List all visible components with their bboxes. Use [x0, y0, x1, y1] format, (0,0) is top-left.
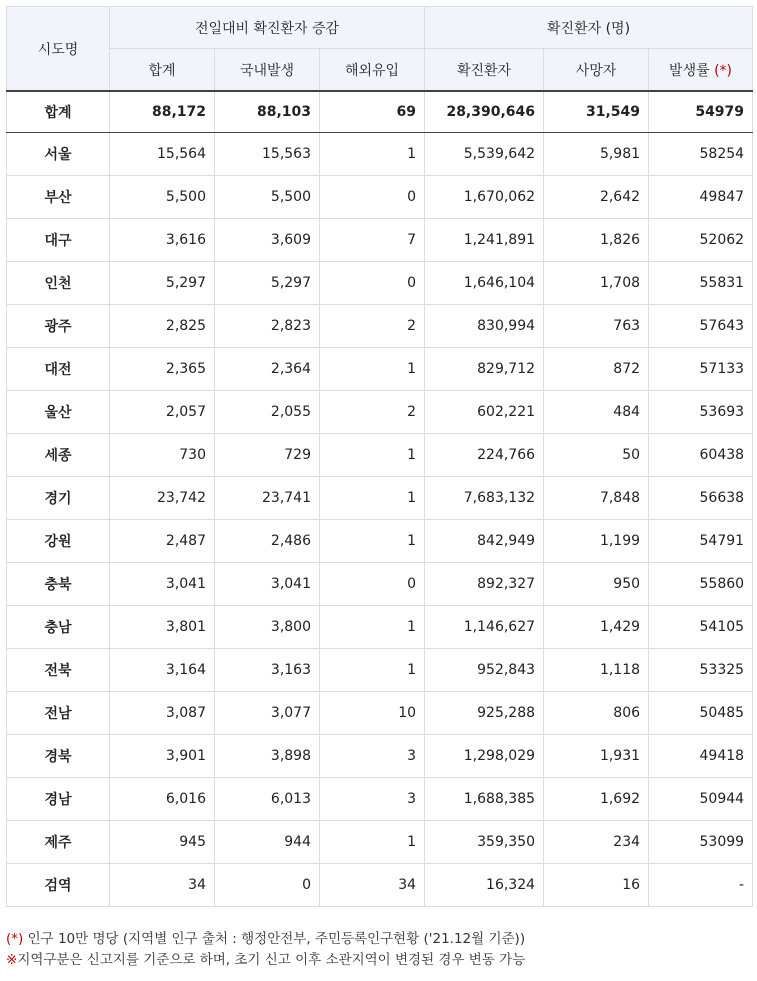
confirmed-cell: 1,646,104 — [425, 262, 544, 305]
domestic-cell: 3,163 — [215, 649, 320, 692]
table-row — [7, 864, 753, 907]
imported-cell: 7 — [320, 219, 425, 262]
confirmed-cell: 16,324 — [425, 864, 544, 907]
region-name-cell: 광주 — [7, 305, 110, 348]
domestic-cell: 5,500 — [215, 176, 320, 219]
total-cell: 15,564 — [110, 133, 215, 176]
table-row — [7, 176, 753, 219]
deaths-cell: 1,708 — [544, 262, 649, 305]
confirmed-cell: 952,843 — [425, 649, 544, 692]
domestic-cell: 3,898 — [215, 735, 320, 778]
imported-cell: 0 — [320, 176, 425, 219]
covid-stats-table — [6, 6, 753, 907]
incidence-label: 발생률 — [669, 62, 710, 79]
incidence-cell: 54791 — [649, 520, 753, 563]
footnote-text: 지역구분은 신고지를 기준으로 하며, 초기 신고 이후 소관지역이 변경된 경우 변동 가능 — [17, 952, 526, 968]
region-name-cell: 서울 — [7, 133, 110, 176]
deaths-cell: 1,118 — [544, 649, 649, 692]
incidence-cell: 55860 — [649, 563, 753, 606]
table-row — [7, 692, 753, 735]
table-row — [7, 821, 753, 864]
incidence-cell: 52062 — [649, 219, 753, 262]
domestic-cell: 5,297 — [215, 262, 320, 305]
imported-cell: 69 — [320, 91, 425, 133]
deaths-cell: 7,848 — [544, 477, 649, 520]
table-row — [7, 563, 753, 606]
deaths-cell: 5,981 — [544, 133, 649, 176]
table-row — [7, 348, 753, 391]
total-cell: 730 — [110, 434, 215, 477]
domestic-cell: 2,486 — [215, 520, 320, 563]
total-cell: 5,500 — [110, 176, 215, 219]
footnotes — [6, 929, 525, 971]
region-name-cell: 전남 — [7, 692, 110, 735]
confirmed-cell: 7,683,132 — [425, 477, 544, 520]
incidence-cell: - — [649, 864, 753, 907]
domestic-cell: 3,800 — [215, 606, 320, 649]
deaths-cell: 234 — [544, 821, 649, 864]
region-name-cell: 경기 — [7, 477, 110, 520]
total-cell: 2,825 — [110, 305, 215, 348]
total-cell: 5,297 — [110, 262, 215, 305]
region-name-cell: 인천 — [7, 262, 110, 305]
incidence-cell: 49418 — [649, 735, 753, 778]
total-cell: 23,742 — [110, 477, 215, 520]
table-row — [7, 262, 753, 305]
region-name-cell: 충남 — [7, 606, 110, 649]
deaths-cell: 1,931 — [544, 735, 649, 778]
imported-column-header: 해외유입 — [320, 49, 425, 92]
region-name-cell: 전북 — [7, 649, 110, 692]
region-name-cell: 강원 — [7, 520, 110, 563]
imported-cell: 1 — [320, 348, 425, 391]
confirmed-column-header: 확진환자 — [425, 49, 544, 92]
imported-cell: 1 — [320, 821, 425, 864]
table-row — [7, 477, 753, 520]
confirmed-cell: 224,766 — [425, 434, 544, 477]
confirmed-cell: 1,670,062 — [425, 176, 544, 219]
confirmed-cell: 842,949 — [425, 520, 544, 563]
confirmed-cell: 602,221 — [425, 391, 544, 434]
total-cell: 3,901 — [110, 735, 215, 778]
domestic-column-header: 국내발생 — [215, 49, 320, 92]
imported-cell: 1 — [320, 477, 425, 520]
total-cell: 2,057 — [110, 391, 215, 434]
incidence-cell: 55831 — [649, 262, 753, 305]
region-name-cell: 충북 — [7, 563, 110, 606]
domestic-cell: 6,013 — [215, 778, 320, 821]
domestic-cell: 88,103 — [215, 91, 320, 133]
footnote-mark: (*) — [6, 931, 24, 947]
imported-cell: 1 — [320, 434, 425, 477]
region-name-cell: 경남 — [7, 778, 110, 821]
deaths-cell: 484 — [544, 391, 649, 434]
deaths-cell: 31,549 — [544, 91, 649, 133]
table-row — [7, 735, 753, 778]
domestic-cell: 944 — [215, 821, 320, 864]
table-body — [7, 91, 753, 907]
imported-cell: 34 — [320, 864, 425, 907]
imported-cell: 1 — [320, 520, 425, 563]
daily-change-group-header: 전일대비 확진환자 증감 — [110, 7, 425, 49]
total-cell: 34 — [110, 864, 215, 907]
footnote-incidence — [6, 929, 525, 950]
incidence-cell: 53325 — [649, 649, 753, 692]
total-cell: 3,041 — [110, 563, 215, 606]
deaths-cell: 2,642 — [544, 176, 649, 219]
table-row — [7, 434, 753, 477]
deaths-cell: 16 — [544, 864, 649, 907]
confirmed-cell: 1,241,891 — [425, 219, 544, 262]
imported-cell: 1 — [320, 649, 425, 692]
region-name-cell: 대전 — [7, 348, 110, 391]
incidence-cell: 57643 — [649, 305, 753, 348]
incidence-cell: 53099 — [649, 821, 753, 864]
domestic-cell: 729 — [215, 434, 320, 477]
domestic-cell: 23,741 — [215, 477, 320, 520]
deaths-column-header: 사망자 — [544, 49, 649, 92]
confirmed-cell: 925,288 — [425, 692, 544, 735]
total-cell: 2,365 — [110, 348, 215, 391]
region-name-cell: 합계 — [7, 91, 110, 133]
region-name-cell: 검역 — [7, 864, 110, 907]
region-column-header: 시도명 — [7, 7, 110, 92]
imported-cell: 10 — [320, 692, 425, 735]
imported-cell: 3 — [320, 735, 425, 778]
confirmed-cell: 830,994 — [425, 305, 544, 348]
domestic-cell: 2,055 — [215, 391, 320, 434]
imported-cell: 1 — [320, 133, 425, 176]
incidence-cell: 53693 — [649, 391, 753, 434]
incidence-cell: 50485 — [649, 692, 753, 735]
deaths-cell: 806 — [544, 692, 649, 735]
table-row — [7, 133, 753, 176]
incidence-column-header — [649, 49, 753, 92]
table-row — [7, 305, 753, 348]
imported-cell: 2 — [320, 391, 425, 434]
confirmed-cell: 1,298,029 — [425, 735, 544, 778]
incidence-cell: 54105 — [649, 606, 753, 649]
deaths-cell: 1,692 — [544, 778, 649, 821]
deaths-cell: 872 — [544, 348, 649, 391]
imported-cell: 1 — [320, 606, 425, 649]
region-name-cell: 울산 — [7, 391, 110, 434]
total-cell: 945 — [110, 821, 215, 864]
domestic-cell: 2,823 — [215, 305, 320, 348]
domestic-cell: 3,041 — [215, 563, 320, 606]
incidence-cell: 49847 — [649, 176, 753, 219]
imported-cell: 0 — [320, 262, 425, 305]
imported-cell: 3 — [320, 778, 425, 821]
incidence-note-mark: (*) — [714, 62, 733, 79]
domestic-cell: 3,609 — [215, 219, 320, 262]
table-row — [7, 606, 753, 649]
incidence-cell: 58254 — [649, 133, 753, 176]
confirmed-cell: 28,390,646 — [425, 91, 544, 133]
domestic-cell: 15,563 — [215, 133, 320, 176]
total-cell: 2,487 — [110, 520, 215, 563]
confirmed-cell: 359,350 — [425, 821, 544, 864]
table-total-row — [7, 91, 753, 133]
total-cell: 3,801 — [110, 606, 215, 649]
deaths-cell: 1,429 — [544, 606, 649, 649]
deaths-cell: 950 — [544, 563, 649, 606]
table-row — [7, 219, 753, 262]
total-cell: 6,016 — [110, 778, 215, 821]
confirmed-cell: 1,146,627 — [425, 606, 544, 649]
confirmed-group-header: 확진환자 (명) — [425, 7, 753, 49]
incidence-cell: 60438 — [649, 434, 753, 477]
region-name-cell: 대구 — [7, 219, 110, 262]
deaths-cell: 1,199 — [544, 520, 649, 563]
table-row — [7, 520, 753, 563]
deaths-cell: 763 — [544, 305, 649, 348]
footnote-text: 인구 10만 명당 (지역별 인구 출처 : 행정안전부, 주민등록인구현황 ('21.12월 기준)) — [23, 931, 526, 947]
incidence-cell: 50944 — [649, 778, 753, 821]
table-row — [7, 778, 753, 821]
domestic-cell: 0 — [215, 864, 320, 907]
confirmed-cell: 5,539,642 — [425, 133, 544, 176]
imported-cell: 0 — [320, 563, 425, 606]
table-row — [7, 649, 753, 692]
deaths-cell: 50 — [544, 434, 649, 477]
total-cell: 3,616 — [110, 219, 215, 262]
imported-cell: 2 — [320, 305, 425, 348]
confirmed-cell: 829,712 — [425, 348, 544, 391]
region-name-cell: 부산 — [7, 176, 110, 219]
total-column-header: 합계 — [110, 49, 215, 92]
region-name-cell: 경북 — [7, 735, 110, 778]
total-cell: 3,164 — [110, 649, 215, 692]
domestic-cell: 2,364 — [215, 348, 320, 391]
incidence-cell: 56638 — [649, 477, 753, 520]
table-row — [7, 391, 753, 434]
incidence-cell: 57133 — [649, 348, 753, 391]
total-cell: 3,087 — [110, 692, 215, 735]
region-name-cell: 제주 — [7, 821, 110, 864]
confirmed-cell: 1,688,385 — [425, 778, 544, 821]
confirmed-cell: 892,327 — [425, 563, 544, 606]
domestic-cell: 3,077 — [215, 692, 320, 735]
total-cell: 88,172 — [110, 91, 215, 133]
deaths-cell: 1,826 — [544, 219, 649, 262]
footnote-mark: ※ — [6, 952, 18, 968]
footnote-region — [6, 950, 525, 971]
region-name-cell: 세종 — [7, 434, 110, 477]
incidence-cell: 54979 — [649, 91, 753, 133]
